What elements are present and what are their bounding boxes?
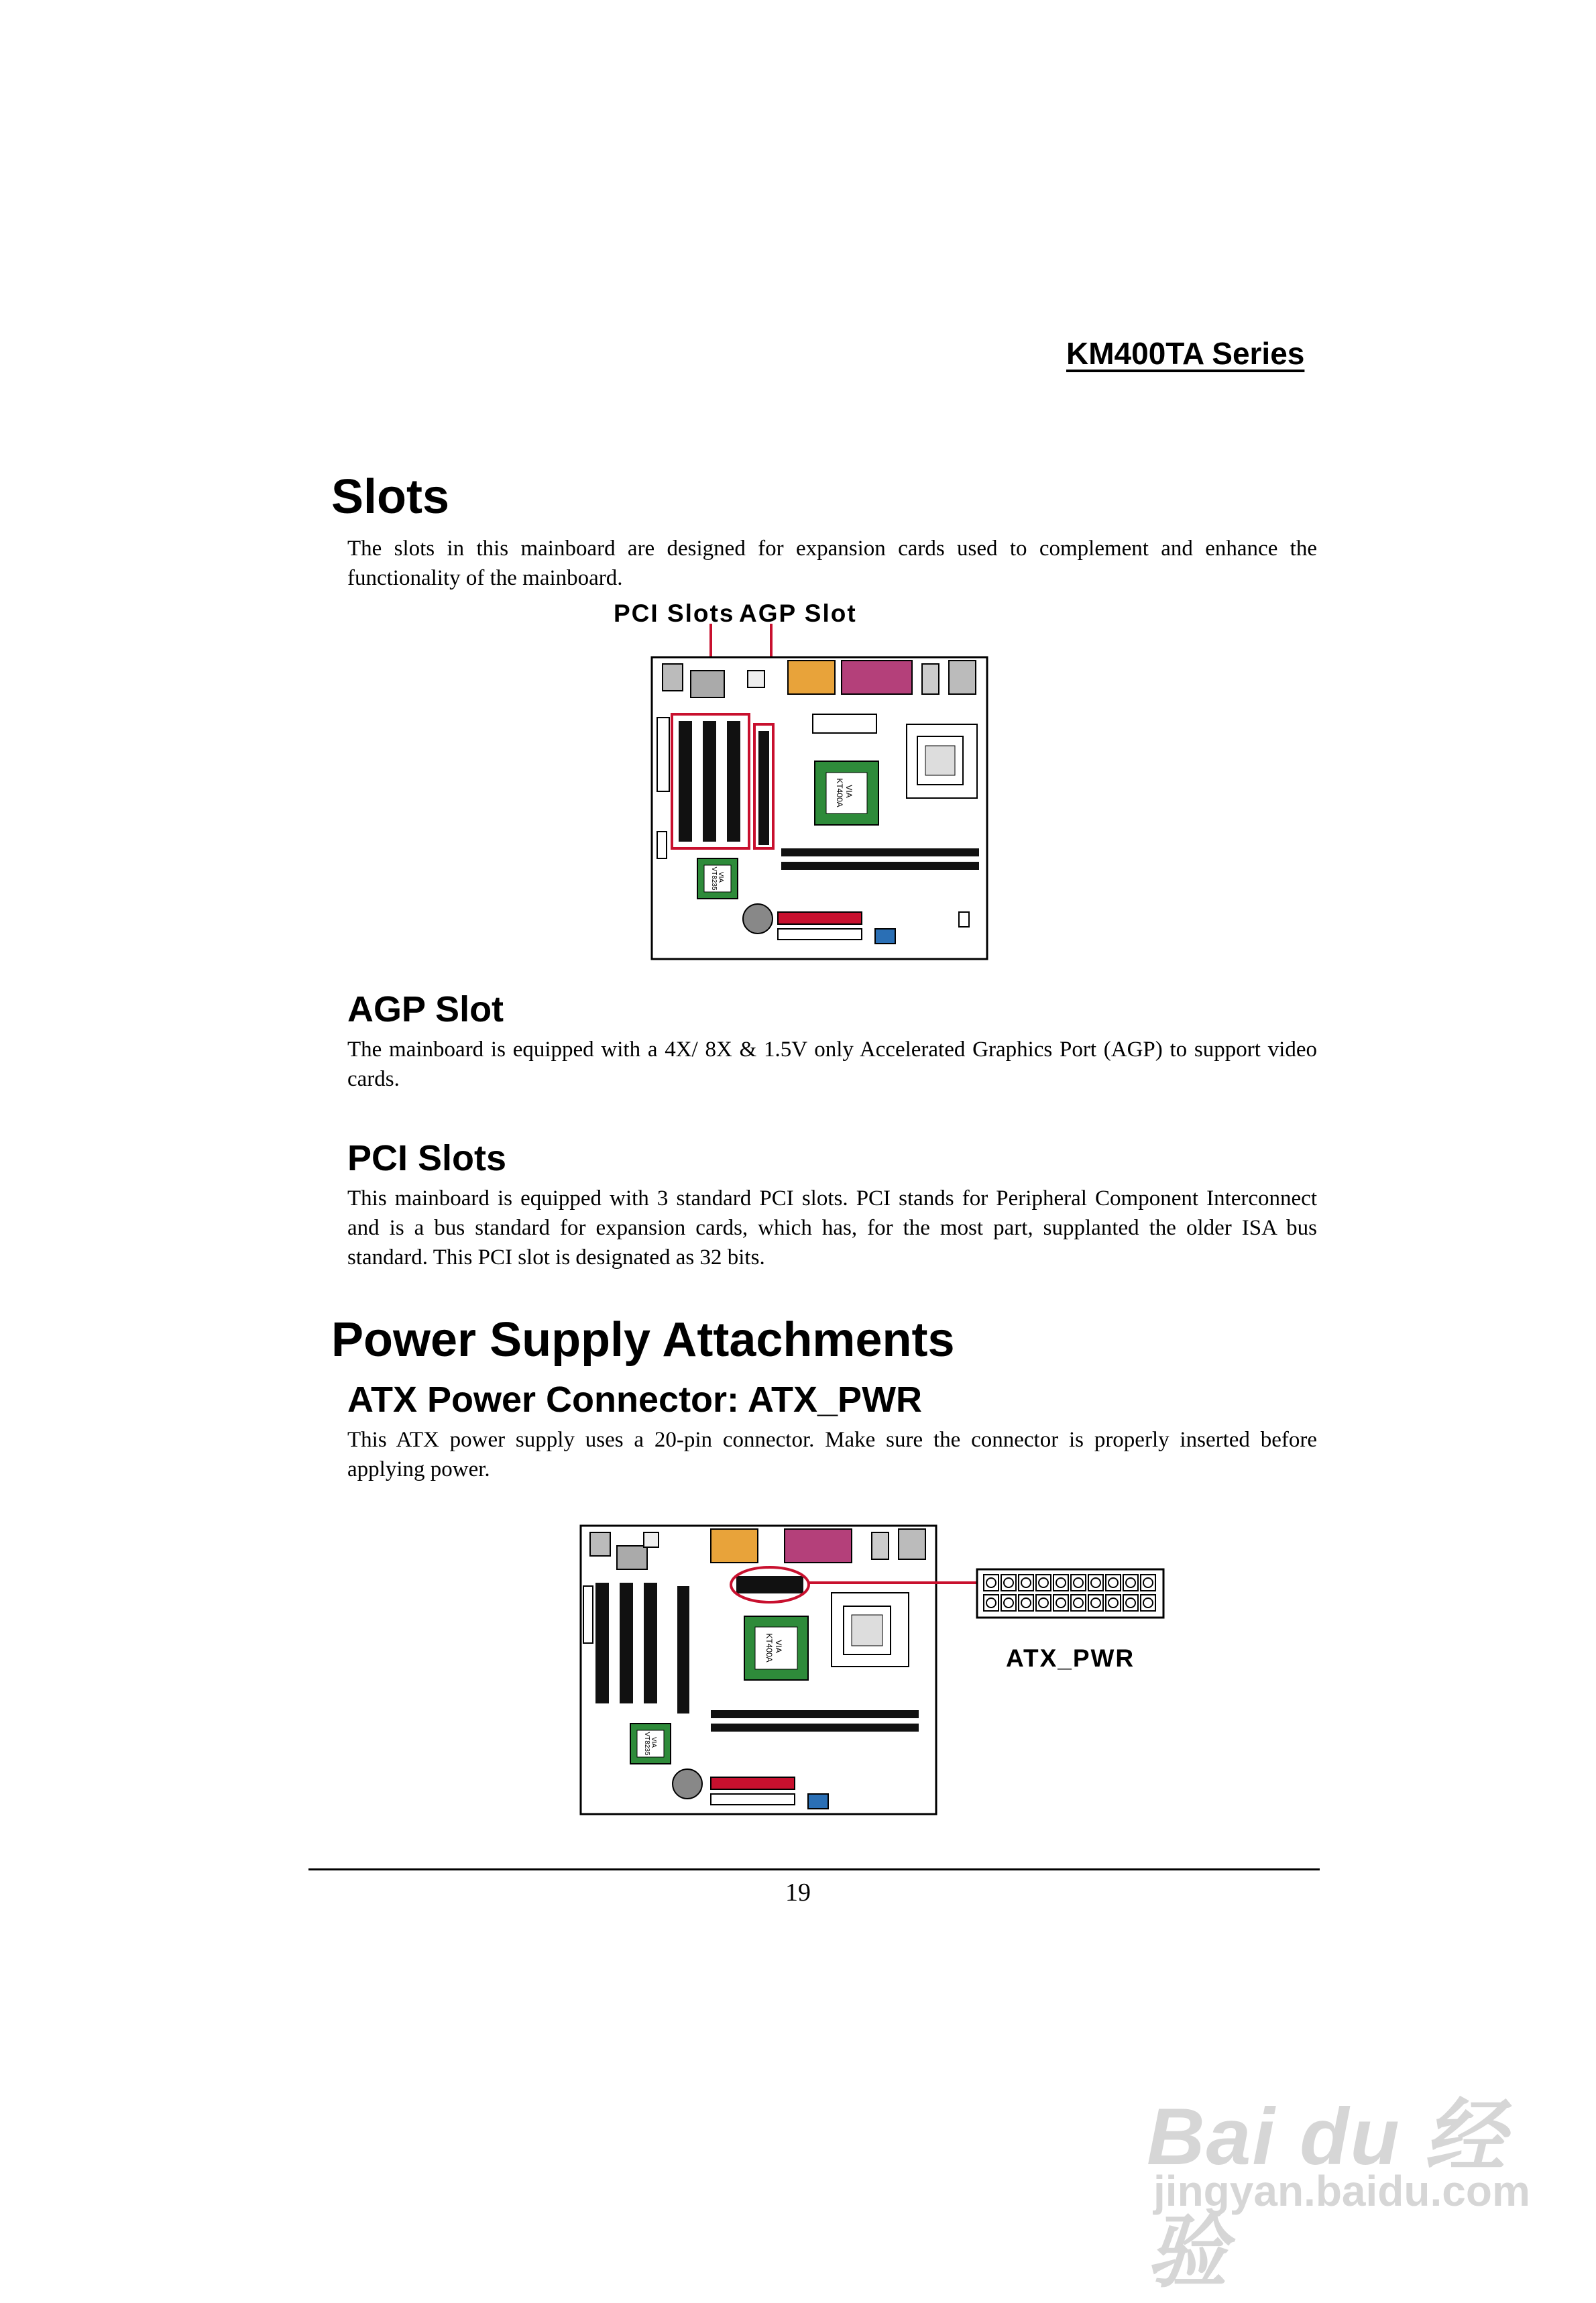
atx-pin-hole bbox=[986, 1598, 996, 1608]
port-pink bbox=[842, 661, 912, 694]
header-blue bbox=[875, 929, 895, 944]
pci-slot-3 bbox=[644, 1583, 657, 1703]
dimm-slot-1 bbox=[781, 848, 979, 856]
north-chip-line2: KT400A bbox=[764, 1633, 774, 1663]
dimm-slot-2 bbox=[781, 862, 979, 870]
figure-label-pci-slots: PCI Slots bbox=[614, 600, 735, 627]
watermark-url: jingyan.baidu.com bbox=[1153, 2167, 1530, 2215]
atx-pin-hole bbox=[1108, 1598, 1118, 1608]
section-title-pci-slots: PCI Slots bbox=[347, 1138, 507, 1178]
atx-pin-hole bbox=[1056, 1578, 1066, 1587]
header-right bbox=[959, 912, 969, 927]
agp-slot bbox=[758, 731, 769, 845]
atx-pin-hole bbox=[1004, 1598, 1013, 1608]
port-audio bbox=[922, 664, 939, 694]
floppy-connector bbox=[711, 1794, 795, 1805]
dimm-slot-2 bbox=[711, 1724, 919, 1732]
atx-pin-hole bbox=[1143, 1578, 1153, 1587]
atx-pin-hole bbox=[1108, 1578, 1118, 1587]
mainboard-diagram-slots bbox=[644, 624, 1019, 966]
header-left bbox=[657, 718, 669, 791]
south-chip-line2: VT8235 bbox=[710, 866, 718, 891]
io-block bbox=[663, 664, 683, 691]
atx-pin-hole bbox=[1091, 1598, 1100, 1608]
agp-paragraph: The mainboard is equipped with a 4X/ 8X & 1.5V only Accelerated Graphics Port (AGP) to support video cards. bbox=[347, 1037, 1317, 1091]
port-usb bbox=[949, 661, 976, 694]
north-chip-line1: VIA bbox=[774, 1640, 783, 1653]
slots-intro-paragraph: The slots in this mainboard are designed for expansion cards used to complement and enhance the functionality of the mainboard. bbox=[347, 537, 1317, 590]
atx-pin-hole bbox=[1004, 1578, 1013, 1587]
cmos-battery bbox=[673, 1769, 702, 1799]
atx-pin-hole bbox=[1039, 1598, 1048, 1608]
south-chip-line1: VIA bbox=[650, 1736, 657, 1748]
footer-divider bbox=[308, 1868, 1320, 1870]
south-chip-line1: VIA bbox=[717, 871, 724, 883]
atx-pin-hole bbox=[986, 1578, 996, 1587]
atx-pin-hole bbox=[1039, 1578, 1048, 1587]
floppy-connector bbox=[778, 929, 862, 940]
atx-pin-hole bbox=[1056, 1598, 1066, 1608]
agp-slot bbox=[677, 1586, 689, 1714]
atx-connector bbox=[736, 1576, 803, 1593]
atx-pin-hole bbox=[1021, 1598, 1031, 1608]
mainboard-diagram-atx bbox=[577, 1509, 1180, 1824]
jumper-block bbox=[748, 671, 764, 687]
atx-pin-hole bbox=[1143, 1598, 1153, 1608]
page-number: 19 bbox=[785, 1878, 811, 1907]
port-orange bbox=[711, 1529, 758, 1563]
section-title-agp-slot: AGP Slot bbox=[347, 989, 504, 1029]
series-title: KM400TA Series bbox=[1066, 336, 1305, 371]
atx-pin-hole bbox=[1091, 1578, 1100, 1587]
pci-slot-1 bbox=[595, 1583, 609, 1703]
south-chip-line2: VT8235 bbox=[643, 1732, 650, 1756]
north-chip-line1: VIA bbox=[844, 785, 854, 798]
ide-connector-red bbox=[778, 912, 862, 924]
watermark-brand: Bai du 经验 bbox=[1147, 2092, 1507, 2297]
pci-slot-1 bbox=[679, 721, 692, 842]
atx-pwr-label: ATX_PWR bbox=[1006, 1644, 1135, 1672]
atx-pin-hole bbox=[1074, 1578, 1083, 1587]
port-pink bbox=[785, 1529, 852, 1563]
atx-power-paragraph: This ATX power supply uses a 20-pin connector. Make sure the connector is properly inserted before applying power. bbox=[347, 1428, 1317, 1481]
figure-label-agp-slot: AGP Slot bbox=[739, 600, 857, 627]
pci-slot-2 bbox=[620, 1583, 633, 1703]
port-orange bbox=[788, 661, 835, 694]
atx-pin-hole bbox=[1126, 1598, 1135, 1608]
pci-slot-2 bbox=[703, 721, 716, 842]
atx-pwr-enlarged-connector bbox=[977, 1569, 1163, 1618]
section-title-slots: Slots bbox=[331, 470, 450, 524]
north-chip-line2: KT400A bbox=[835, 778, 844, 807]
section-title-power-supply: Power Supply Attachments bbox=[331, 1313, 955, 1367]
chip-small bbox=[691, 671, 724, 697]
atx-connector bbox=[813, 714, 876, 733]
atx-pin-hole bbox=[1021, 1578, 1031, 1587]
baidu-watermark bbox=[1127, 2025, 1556, 2297]
pci-paragraph: This mainboard is equipped with 3 standard PCI slots. PCI stands for Peripheral Component Interconnect and is a bus standard for expansion cards, which has, for the most part, supplanted the older ISA bus standard. This PCI slot is designated as 32 bits. bbox=[347, 1186, 1317, 1270]
atx-pin-hole bbox=[1126, 1578, 1135, 1587]
header-left-small bbox=[657, 832, 667, 858]
header-blue bbox=[808, 1794, 828, 1809]
cmos-battery bbox=[743, 904, 773, 934]
atx-pin-hole bbox=[1074, 1598, 1083, 1608]
section-title-atx-power: ATX Power Connector: ATX_PWR bbox=[347, 1380, 923, 1420]
pci-slot-3 bbox=[727, 721, 740, 842]
dimm-slot-1 bbox=[711, 1710, 919, 1718]
ide-connector-red bbox=[711, 1777, 795, 1789]
